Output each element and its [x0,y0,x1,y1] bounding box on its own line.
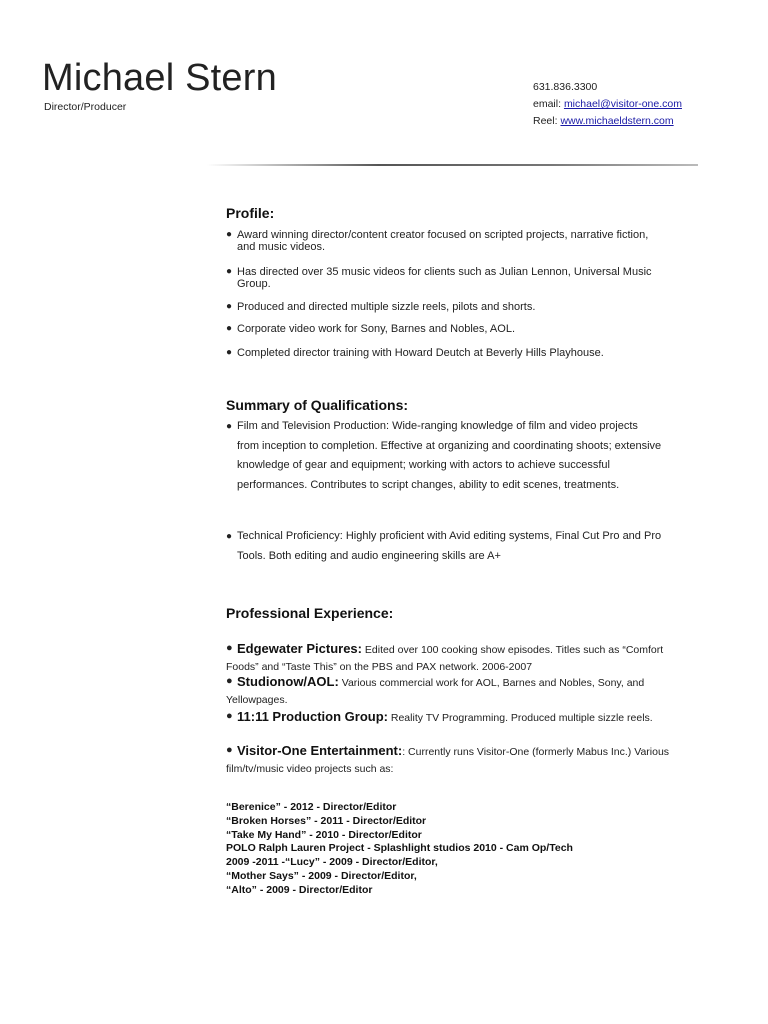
email-label: email: [533,98,562,110]
project-entry: 2009 -2011 -“Lucy” - 2009 - Director/Editor, [226,856,438,869]
bullet-icon: ● [226,642,233,654]
project-entry: “Take My Hand” - 2010 - Director/Editor [226,828,422,841]
experience-description: Reality TV Programming. Produced multiple sizzle reels. [387,712,653,724]
project-entry: “Broken Horses” - 2011 - Director/Editor [226,814,427,827]
phone-number: 631.836.3300 [533,81,598,93]
bullet-icon: ● [226,347,233,358]
qualifications-heading: Summary of Qualifications: [226,397,409,413]
project-entry: “Berenice” - 2012 - Director/Editor [226,801,397,813]
company-name: 11:11 Production Group: [237,709,388,724]
experience-description: Edited over 100 cooking show episodes. Titles such as “Comfort Foods” and “Taste This” on the PBS and PAX network. 2006-2007 [226,644,664,673]
candidate-name: Michael Stern [42,57,277,99]
contact-block [533,79,682,130]
project-list [226,801,573,898]
bullet-icon: ● [226,675,233,687]
header-divider [207,164,698,166]
experience-item [226,640,676,676]
experience-item [226,742,676,778]
experience-item [226,673,676,709]
profile-item: ● Produced and directed multiple sizzle reels, pilots and shorts. [226,301,536,313]
company-name: Edgewater Pictures: [237,641,362,656]
reel-link[interactable]: www.michaeldstern.com [560,115,674,127]
reel-line [533,113,682,130]
experience-item [226,708,676,727]
bullet-icon: ● [226,744,233,756]
profile-item: ● Completed director training with Howard Deutch at Beverly Hills Playhouse. [226,347,604,359]
company-name: Visitor-One Entertainment: [237,743,403,758]
profile-item: ● Award winning director/content creator focused on scripted projects, narrative fiction, and music videos. [226,229,649,253]
experience-heading: Professional Experience: [226,605,394,621]
qualification-item: ● Film and Television Production: Wide-ranging knowledge of film and video projects from inception to completion. Effective at organizing and coordinating shoots; extensive knowledge of gear and equipment; working with actors to achieve successful performances. Contributes to script changes, ability to edit scenes, treatments. [226,417,662,495]
bullet-icon: ● [226,266,233,277]
profile-item: ● Has directed over 35 music videos for clients such as Julian Lennon, Universal Music Group. [226,266,652,290]
bullet-icon: ● [226,421,233,432]
experience-description: : Currently runs Visitor-One (formerly Mabus Inc.) Various film/tv/music video projects such as: [226,746,670,775]
bullet-icon: ● [226,323,233,334]
bullet-icon: ● [226,710,233,722]
project-entry: “Alto” - 2009 - Director/Editor [226,883,373,896]
project-entry: “Mother Says” - 2009 - Director/Editor, [226,869,417,882]
company-name: Studionow/AOL: [237,674,339,689]
profile-item: ● Corporate video work for Sony, Barnes and Nobles, AOL. [226,323,515,335]
reel-label: Reel: [533,115,558,127]
email-line [533,96,682,113]
bullet-icon: ● [226,531,233,542]
bullet-icon: ● [226,229,233,240]
email-link[interactable]: michael@visitor-one.com [563,98,682,110]
project-entry: POLO Ralph Lauren Project - Splashlight studios 2010 - Cam Op/Tech [226,842,573,855]
experience-description: Various commercial work for AOL, Barnes and Nobles, Sony, and Yellowpages. [226,677,645,706]
bullet-icon: ● [226,301,233,312]
job-title: Director/Producer [44,101,127,113]
profile-heading: Profile: [226,205,275,221]
qualification-item: ● Technical Proficiency: Highly proficient with Avid editing systems, Final Cut Pro and Pro Tools. Both editing and audio engineering skills are A+ [226,527,662,566]
